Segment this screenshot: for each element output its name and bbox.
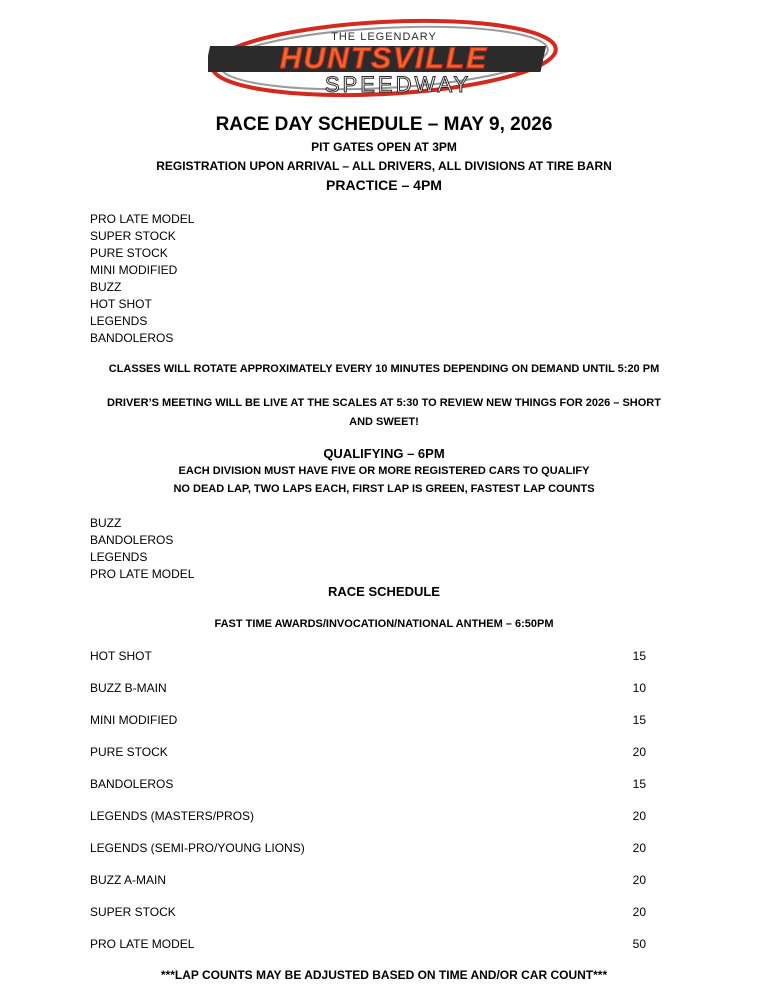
logo-main-text: HUNTSVILLE — [279, 42, 489, 75]
race-laps: 20 — [632, 809, 646, 823]
table-row — [90, 809, 646, 825]
drivers-meeting-note-cont: AND SWEET! — [349, 416, 419, 428]
table-row — [90, 745, 646, 761]
practice-class-list — [90, 211, 194, 347]
registration-line: REGISTRATION UPON ARRIVAL – ALL DRIVERS, ALL DIVISIONS AT TIRE BARN — [156, 159, 612, 173]
list-item: PRO LATE MODEL — [90, 567, 195, 581]
table-row — [90, 777, 646, 793]
list-item: MINI MODIFIED — [90, 263, 178, 277]
list-item: LEGENDS — [90, 550, 148, 564]
race-name: MINI MODIFIED — [90, 713, 178, 727]
race-laps: 20 — [632, 841, 646, 855]
race-name: PRO LATE MODEL — [90, 937, 195, 951]
race-laps: 20 — [632, 905, 646, 919]
race-laps: 20 — [632, 745, 646, 759]
list-item: BUZZ — [90, 280, 122, 294]
rotation-note: CLASSES WILL ROTATE APPROXIMATELY EVERY 10 MINUTES DEPENDING ON DEMAND UNTIL 5:20 PM — [108, 363, 660, 375]
speedway-logo — [208, 18, 560, 100]
race-laps: 15 — [632, 713, 646, 727]
race-name: BANDOLEROS — [90, 777, 174, 791]
page-title: RACE DAY SCHEDULE – MAY 9, 2026 — [215, 114, 553, 135]
table-row — [90, 649, 646, 665]
race-name: LEGENDS (SEMI-PRO/YOUNG LIONS) — [90, 841, 305, 855]
race-laps: 15 — [632, 649, 646, 663]
list-item: BANDOLEROS — [90, 331, 174, 345]
race-name: LEGENDS (MASTERS/PROS) — [90, 809, 255, 823]
race-laps: 20 — [632, 873, 646, 887]
pit-gates-line: PIT GATES OPEN AT 3PM — [311, 140, 457, 154]
race-laps: 15 — [632, 777, 646, 791]
qualifying-rule-1: EACH DIVISION MUST HAVE FIVE OR MORE REGISTERED CARS TO QUALIFY — [178, 465, 590, 477]
qualifying-heading: QUALIFYING – 6PM — [323, 446, 445, 461]
race-schedule-heading: RACE SCHEDULE — [328, 584, 440, 599]
list-item: SUPER STOCK — [90, 229, 176, 243]
race-name: SUPER STOCK — [90, 905, 176, 919]
list-item: LEGENDS — [90, 314, 148, 328]
table-row — [90, 681, 646, 697]
list-item: HOT SHOT — [90, 297, 152, 311]
race-name: BUZZ B-MAIN — [90, 681, 167, 695]
list-item: PRO LATE MODEL — [90, 212, 195, 226]
qualifying-class-list — [90, 515, 194, 583]
race-name: BUZZ A-MAIN — [90, 873, 167, 887]
qualifying-rule-2: NO DEAD LAP, TWO LAPS EACH, FIRST LAP IS GREEN, FASTEST LAP COUNTS — [173, 483, 595, 495]
list-item: PURE STOCK — [90, 246, 168, 260]
list-item: BANDOLEROS — [90, 533, 174, 547]
race-laps: 10 — [632, 681, 646, 695]
list-item: BUZZ — [90, 516, 122, 530]
logo-sub-text: SPEEDWAY — [324, 72, 472, 97]
race-name: HOT SHOT — [90, 649, 152, 663]
table-row — [90, 905, 646, 921]
race-laps: 50 — [632, 937, 646, 951]
table-row — [90, 937, 646, 953]
practice-heading: PRACTICE – 4PM — [326, 177, 442, 193]
table-row — [90, 713, 646, 729]
table-row — [90, 841, 646, 857]
logo-top-text: THE LEGENDARY — [331, 31, 437, 43]
table-row — [90, 873, 646, 889]
drivers-meeting-note: DRIVER’S MEETING WILL BE LIVE AT THE SCALES AT 5:30 TO REVIEW NEW THINGS FOR 2026 – SHORT — [107, 397, 661, 409]
lap-count-footer: ***LAP COUNTS MAY BE ADJUSTED BASED ON TIME AND/OR CAR COUNT*** — [160, 968, 608, 982]
ceremonies-line: FAST TIME AWARDS/INVOCATION/NATIONAL ANTHEM – 6:50PM — [214, 618, 554, 630]
race-name: PURE STOCK — [90, 745, 168, 759]
